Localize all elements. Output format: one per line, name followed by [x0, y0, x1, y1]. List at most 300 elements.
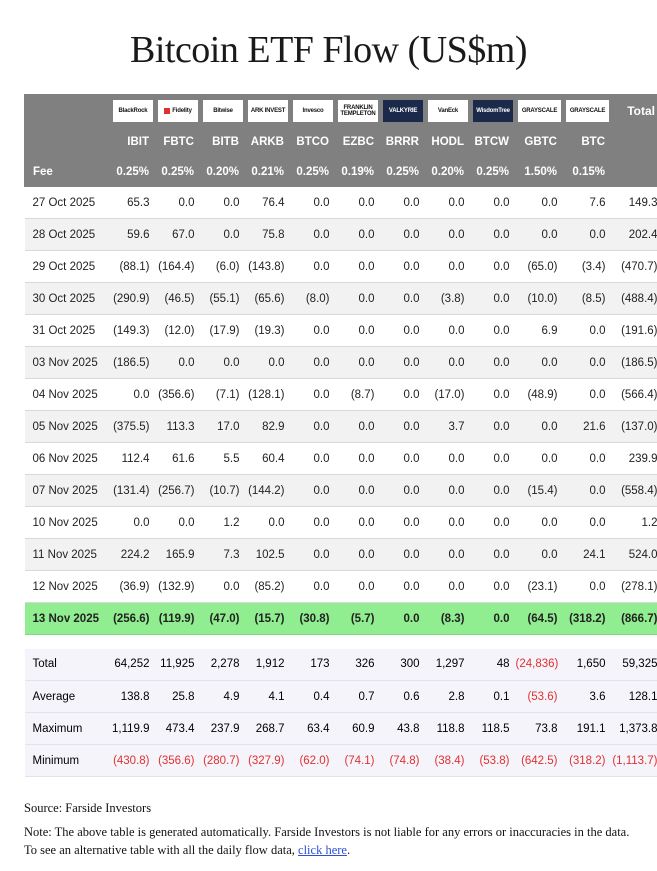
issuer-fee-cell: 0.21% [246, 157, 291, 187]
table-row [25, 539, 657, 571]
flow-value-cell: (3.4) [564, 251, 612, 283]
flow-value-cell: (256.6) [111, 603, 156, 635]
flow-value-cell: (144.2) [246, 475, 291, 507]
summary-value-cell: 326 [336, 649, 381, 681]
flow-value-cell: 0.0 [381, 315, 426, 347]
flow-value-cell: 0.0 [471, 539, 516, 571]
issuer-logo-icon [428, 100, 468, 122]
flow-value-cell: (12.0) [156, 315, 201, 347]
flow-value-cell: 0.0 [516, 411, 564, 443]
flow-value-cell: 0.0 [381, 379, 426, 411]
issuer-logo-cell [246, 95, 291, 127]
summary-value-cell: (430.8) [111, 745, 156, 777]
row-total-cell: 524.0 [612, 539, 657, 571]
flow-value-cell: 17.0 [201, 411, 246, 443]
issuer-logo-label: GRAYSCALE [569, 107, 606, 114]
table-row [25, 475, 657, 507]
summary-value-cell: 1,297 [426, 649, 471, 681]
flow-value-cell: 0.0 [516, 187, 564, 219]
flow-value-cell: 0.0 [291, 219, 336, 251]
flow-value-cell: (17.0) [426, 379, 471, 411]
header-fee-row [25, 157, 657, 187]
table-row [25, 187, 657, 219]
row-date: 03 Nov 2025 [25, 347, 111, 379]
flow-value-cell: 0.0 [381, 603, 426, 635]
summary-value-cell: (74.8) [381, 745, 426, 777]
flow-value-cell: 0.0 [201, 347, 246, 379]
flow-value-cell: 0.0 [426, 251, 471, 283]
flow-value-cell: (65.6) [246, 283, 291, 315]
summary-row-label: Minimum [25, 745, 111, 777]
summary-value-cell: 43.8 [381, 713, 426, 745]
flow-value-cell: (7.1) [201, 379, 246, 411]
summary-spacer-cell [25, 635, 657, 649]
issuer-logo-cell [564, 95, 612, 127]
issuer-fee-cell: 0.25% [111, 157, 156, 187]
flow-value-cell: (8.5) [564, 283, 612, 315]
issuer-logo-label: VALKYRIE [388, 107, 418, 114]
issuer-logo-label: Bitwise [213, 107, 233, 114]
flow-value-cell: 0.0 [471, 571, 516, 603]
summary-value-cell: (356.6) [156, 745, 201, 777]
summary-value-cell: 48 [471, 649, 516, 681]
summary-total-cell: (1,113.7) [612, 745, 657, 777]
flow-value-cell: (10.0) [516, 283, 564, 315]
flow-value-cell: 0.0 [336, 539, 381, 571]
flow-value-cell: 0.0 [336, 283, 381, 315]
table-row [25, 571, 657, 603]
flow-value-cell: 0.0 [471, 283, 516, 315]
flow-value-cell: 0.0 [381, 571, 426, 603]
flow-value-cell: 0.0 [381, 475, 426, 507]
flow-value-cell: (143.8) [246, 251, 291, 283]
flow-value-cell: (3.8) [426, 283, 471, 315]
issuer-logo-label: Invesco [302, 107, 324, 114]
note-text: Note: The above table is generated automatically. Farside Investors is not liable for any errors or inaccuracies in the data. To see an alternative table with all the daily flow data, [24, 825, 630, 858]
flow-value-cell: (8.7) [336, 379, 381, 411]
flow-value-cell: 0.0 [381, 187, 426, 219]
table-row [25, 507, 657, 539]
flow-value-cell: 0.0 [156, 187, 201, 219]
summary-value-cell: 4.9 [201, 681, 246, 713]
row-date: 31 Oct 2025 [25, 315, 111, 347]
flow-value-cell: 0.0 [336, 251, 381, 283]
flow-value-cell: 0.0 [336, 571, 381, 603]
flow-value-cell: 102.5 [246, 539, 291, 571]
summary-value-cell: 1,912 [246, 649, 291, 681]
flow-value-cell: (36.9) [111, 571, 156, 603]
row-total-cell: (488.4) [612, 283, 657, 315]
flow-value-cell: 0.0 [336, 219, 381, 251]
flow-value-cell: 76.4 [246, 187, 291, 219]
row-date: 29 Oct 2025 [25, 251, 111, 283]
summary-value-cell: 300 [381, 649, 426, 681]
flow-value-cell: 0.0 [336, 507, 381, 539]
summary-value-cell: (642.5) [516, 745, 564, 777]
flow-value-cell: 1.2 [201, 507, 246, 539]
row-total-cell: 149.3 [612, 187, 657, 219]
flow-value-cell: 0.0 [336, 411, 381, 443]
flow-value-cell: 82.9 [246, 411, 291, 443]
flow-value-cell: 0.0 [471, 507, 516, 539]
flow-value-cell: 0.0 [201, 219, 246, 251]
row-date: 10 Nov 2025 [25, 507, 111, 539]
row-total-cell: (558.4) [612, 475, 657, 507]
flow-value-cell: 6.9 [516, 315, 564, 347]
table-row [25, 603, 657, 635]
issuer-ticker-cell: BTC [564, 127, 612, 157]
issuer-logo-label: WisdomTree [476, 107, 510, 114]
summary-value-cell: 4.1 [246, 681, 291, 713]
row-date: 06 Nov 2025 [25, 443, 111, 475]
table-row [25, 379, 657, 411]
flow-value-cell: 3.7 [426, 411, 471, 443]
flow-value-cell: (164.4) [156, 251, 201, 283]
summary-value-cell: 1,119.9 [111, 713, 156, 745]
issuer-ticker-cell: HODL [426, 127, 471, 157]
row-total-cell: (866.7) [612, 603, 657, 635]
issuer-fee-cell: 0.19% [336, 157, 381, 187]
summary-row-label: Average [25, 681, 111, 713]
flow-value-cell: (132.9) [156, 571, 201, 603]
summary-value-cell: 73.8 [516, 713, 564, 745]
issuer-logo-icon [158, 100, 198, 122]
flow-value-cell: 0.0 [516, 507, 564, 539]
page-title: Bitcoin ETF Flow (US$m) [129, 29, 528, 71]
row-total-cell: 202.4 [612, 219, 657, 251]
row-date: 04 Nov 2025 [25, 379, 111, 411]
row-date: 05 Nov 2025 [25, 411, 111, 443]
row-total-cell: (137.0) [612, 411, 657, 443]
flow-value-cell: (48.9) [516, 379, 564, 411]
fee-row-label: Fee [25, 157, 111, 187]
flow-value-cell: (256.7) [156, 475, 201, 507]
flow-value-cell: (85.2) [246, 571, 291, 603]
summary-value-cell: 473.4 [156, 713, 201, 745]
summary-value-cell: (24,836) [516, 649, 564, 681]
row-total-cell: (470.7) [612, 251, 657, 283]
flow-value-cell: 0.0 [381, 219, 426, 251]
row-date: 28 Oct 2025 [25, 219, 111, 251]
fidelity-mark-icon [164, 108, 170, 114]
row-total-cell: (278.1) [612, 571, 657, 603]
flow-value-cell: 0.0 [471, 219, 516, 251]
table-row [25, 347, 657, 379]
issuer-ticker-cell: BRRR [381, 127, 426, 157]
row-total-cell: 1.2 [612, 507, 657, 539]
issuer-logo-cell [156, 95, 201, 127]
flow-value-cell: 0.0 [426, 443, 471, 475]
summary-value-cell: (280.7) [201, 745, 246, 777]
summary-value-cell: 64,252 [111, 649, 156, 681]
flow-value-cell: 0.0 [471, 315, 516, 347]
summary-value-cell: 0.4 [291, 681, 336, 713]
flow-value-cell: (46.5) [156, 283, 201, 315]
flow-value-cell: 0.0 [156, 347, 201, 379]
flow-value-cell: 0.0 [291, 571, 336, 603]
flow-value-cell: 0.0 [381, 507, 426, 539]
total-column-header-label: Total [627, 103, 655, 118]
issuer-ticker-cell: IBIT [111, 127, 156, 157]
summary-total-cell: 128.1 [612, 681, 657, 713]
issuer-fee-cell: 0.25% [291, 157, 336, 187]
summary-value-cell: (74.1) [336, 745, 381, 777]
summary-value-cell: (53.8) [471, 745, 516, 777]
flow-value-cell: 0.0 [201, 571, 246, 603]
issuer-logo-icon [113, 100, 153, 122]
table-row [25, 411, 657, 443]
summary-value-cell: 0.7 [336, 681, 381, 713]
flow-value-cell: 5.5 [201, 443, 246, 475]
issuer-logo-icon [338, 100, 378, 122]
issuer-logo-label: FRANKLIN TEMPLETON [340, 104, 376, 117]
summary-value-cell: 268.7 [246, 713, 291, 745]
summary-value-cell: (62.0) [291, 745, 336, 777]
issuer-ticker-cell: FBTC [156, 127, 201, 157]
summary-value-cell: 11,925 [156, 649, 201, 681]
summary-value-cell: 138.8 [111, 681, 156, 713]
flow-value-cell: (119.9) [156, 603, 201, 635]
row-date: 07 Nov 2025 [25, 475, 111, 507]
flow-value-cell: 59.6 [111, 219, 156, 251]
issuer-fee-cell: 0.20% [201, 157, 246, 187]
flow-value-cell: 0.0 [471, 379, 516, 411]
issuer-fee-cell: 1.50% [516, 157, 564, 187]
summary-value-cell: 118.5 [471, 713, 516, 745]
flow-value-cell: (149.3) [111, 315, 156, 347]
flow-value-cell: 0.0 [564, 507, 612, 539]
issuer-logo-icon [518, 100, 561, 122]
header-corner-cell [25, 95, 111, 127]
issuer-logo-icon [248, 100, 288, 122]
flow-value-cell: 7.3 [201, 539, 246, 571]
flow-value-cell: 0.0 [156, 507, 201, 539]
flow-value-cell: (15.7) [246, 603, 291, 635]
flow-value-cell: 0.0 [336, 475, 381, 507]
flow-value-cell: (65.0) [516, 251, 564, 283]
summary-value-cell: 25.8 [156, 681, 201, 713]
flow-value-cell: 0.0 [381, 539, 426, 571]
summary-value-cell: 0.6 [381, 681, 426, 713]
flow-value-cell: 0.0 [201, 187, 246, 219]
row-total-cell: (566.4) [612, 379, 657, 411]
row-date: 30 Oct 2025 [25, 283, 111, 315]
flow-value-cell: (186.5) [111, 347, 156, 379]
flow-value-cell: 24.1 [564, 539, 612, 571]
summary-value-cell: 2.8 [426, 681, 471, 713]
summary-value-cell: 0.1 [471, 681, 516, 713]
flow-value-cell: 0.0 [516, 219, 564, 251]
row-total-cell: (191.6) [612, 315, 657, 347]
table-row [25, 315, 657, 347]
issuer-logo-cell [471, 95, 516, 127]
click-here-link[interactable]: click here [298, 843, 347, 858]
flow-value-cell: 0.0 [291, 539, 336, 571]
fee-row-total-cell [612, 157, 657, 187]
issuer-logo-icon [383, 100, 423, 122]
flow-value-cell: 0.0 [336, 443, 381, 475]
flow-value-cell: 0.0 [426, 315, 471, 347]
flow-value-cell: (64.5) [516, 603, 564, 635]
flow-value-cell: 0.0 [426, 539, 471, 571]
issuer-ticker-cell: BTCO [291, 127, 336, 157]
summary-value-cell: (53.6) [516, 681, 564, 713]
flow-value-cell: 67.0 [156, 219, 201, 251]
summary-value-cell: (327.9) [246, 745, 291, 777]
flow-value-cell: (17.9) [201, 315, 246, 347]
flow-value-cell: 0.0 [291, 507, 336, 539]
ticker-row-total-cell [612, 127, 657, 157]
flow-value-cell: (318.2) [564, 603, 612, 635]
issuer-logo-icon [473, 100, 513, 122]
issuer-logo-cell [516, 95, 564, 127]
flow-value-cell: 0.0 [291, 443, 336, 475]
issuer-ticker-cell: ARKB [246, 127, 291, 157]
flow-value-cell: (131.4) [111, 475, 156, 507]
flow-value-cell: 165.9 [156, 539, 201, 571]
summary-value-cell: 60.9 [336, 713, 381, 745]
flow-value-cell: 112.4 [111, 443, 156, 475]
flow-value-cell: 113.3 [156, 411, 201, 443]
flow-value-cell: 0.0 [471, 347, 516, 379]
issuer-logo-cell [381, 95, 426, 127]
issuer-logo-cell [291, 95, 336, 127]
flow-value-cell: 21.6 [564, 411, 612, 443]
issuer-logo-cell [111, 95, 156, 127]
flow-value-cell: 0.0 [564, 443, 612, 475]
flow-value-cell: 0.0 [426, 475, 471, 507]
summary-total-cell: 1,373.8 [612, 713, 657, 745]
row-date: 13 Nov 2025 [25, 603, 111, 635]
row-date: 11 Nov 2025 [25, 539, 111, 571]
table-row [25, 251, 657, 283]
issuer-logo-label: GRAYSCALE [521, 107, 558, 114]
flow-value-cell: 0.0 [426, 507, 471, 539]
flow-value-cell: 0.0 [111, 379, 156, 411]
flow-value-cell: 65.3 [111, 187, 156, 219]
summary-row-label: Total [25, 649, 111, 681]
flow-value-cell: 61.6 [156, 443, 201, 475]
flow-value-cell: 0.0 [336, 187, 381, 219]
flow-value-cell: (8.3) [426, 603, 471, 635]
flow-value-cell: 0.0 [564, 347, 612, 379]
flow-value-cell: 0.0 [471, 411, 516, 443]
flow-value-cell: 0.0 [564, 219, 612, 251]
issuer-logo-label: VanEck [437, 107, 459, 114]
summary-row [25, 713, 657, 745]
flow-value-cell: (6.0) [201, 251, 246, 283]
summary-row [25, 745, 657, 777]
summary-total-cell: 59,325 [612, 649, 657, 681]
flow-value-cell: 224.2 [111, 539, 156, 571]
flow-value-cell: 0.0 [564, 315, 612, 347]
flow-value-cell: (15.4) [516, 475, 564, 507]
issuer-ticker-cell: GBTC [516, 127, 564, 157]
issuer-fee-cell: 0.25% [156, 157, 201, 187]
issuer-logo-label: ARK INVEST [250, 107, 286, 114]
issuer-logo-cell [426, 95, 471, 127]
flow-value-cell: 0.0 [471, 475, 516, 507]
summary-value-cell: 191.1 [564, 713, 612, 745]
flow-value-cell: 0.0 [516, 443, 564, 475]
flow-value-cell: (23.1) [516, 571, 564, 603]
flow-value-cell: (47.0) [201, 603, 246, 635]
note-period: . [346, 843, 351, 858]
summary-row [25, 681, 657, 713]
summary-value-cell: 118.8 [426, 713, 471, 745]
flow-value-cell: 0.0 [471, 187, 516, 219]
issuer-ticker-cell: BTCW [471, 127, 516, 157]
summary-spacer-row [25, 635, 657, 649]
row-date: 12 Nov 2025 [25, 571, 111, 603]
issuer-logo-icon [203, 100, 243, 122]
flow-value-cell: 0.0 [291, 411, 336, 443]
summary-value-cell: 63.4 [291, 713, 336, 745]
flow-value-cell: (375.5) [111, 411, 156, 443]
table-row [25, 219, 657, 251]
summary-row [25, 649, 657, 681]
flow-value-cell: (290.9) [111, 283, 156, 315]
flow-value-cell: 0.0 [291, 187, 336, 219]
flow-value-cell: 0.0 [564, 379, 612, 411]
issuer-logo-icon [293, 100, 333, 122]
issuer-logo-label: Fidelity [172, 107, 192, 114]
flow-value-cell: 0.0 [291, 379, 336, 411]
row-total-cell: 239.9 [612, 443, 657, 475]
header-ticker-row [25, 127, 657, 157]
flow-value-cell: 0.0 [381, 347, 426, 379]
summary-value-cell: (38.4) [426, 745, 471, 777]
flow-value-cell: (128.1) [246, 379, 291, 411]
table-row [25, 283, 657, 315]
flow-value-cell: 60.4 [246, 443, 291, 475]
summary-value-cell: (318.2) [564, 745, 612, 777]
flow-value-cell: 0.0 [516, 347, 564, 379]
issuer-logo-icon [566, 100, 609, 122]
flow-value-cell: (88.1) [111, 251, 156, 283]
flow-value-cell: (55.1) [201, 283, 246, 315]
flow-value-cell: 0.0 [426, 219, 471, 251]
header-logo-row [25, 95, 657, 127]
issuer-logo-cell [201, 95, 246, 127]
issuer-logo-label: BlackRock [118, 107, 148, 114]
flow-value-cell: 0.0 [426, 187, 471, 219]
flow-value-cell: (10.7) [201, 475, 246, 507]
flow-value-cell: (8.0) [291, 283, 336, 315]
flow-value-cell: 0.0 [381, 443, 426, 475]
flow-value-cell: 0.0 [111, 507, 156, 539]
source-line: Source: Farside Investors [24, 801, 152, 815]
flow-value-cell: (19.3) [246, 315, 291, 347]
summary-value-cell: 3.6 [564, 681, 612, 713]
ticker-row-corner [25, 127, 111, 157]
bitcoin-etf-flow-table [24, 94, 657, 777]
summary-value-cell: 237.9 [201, 713, 246, 745]
flow-value-cell: 0.0 [516, 539, 564, 571]
issuer-ticker-cell: EZBC [336, 127, 381, 157]
flow-value-cell: 0.0 [336, 347, 381, 379]
flow-value-cell: 0.0 [291, 251, 336, 283]
flow-value-cell: 0.0 [381, 283, 426, 315]
issuer-fee-cell: 0.25% [471, 157, 516, 187]
summary-value-cell: 173 [291, 649, 336, 681]
summary-value-cell: 2,278 [201, 649, 246, 681]
note-line [24, 823, 633, 859]
footer [24, 799, 633, 859]
flow-value-cell: 0.0 [471, 443, 516, 475]
flow-value-cell: (5.7) [336, 603, 381, 635]
flow-value-cell: 0.0 [471, 251, 516, 283]
